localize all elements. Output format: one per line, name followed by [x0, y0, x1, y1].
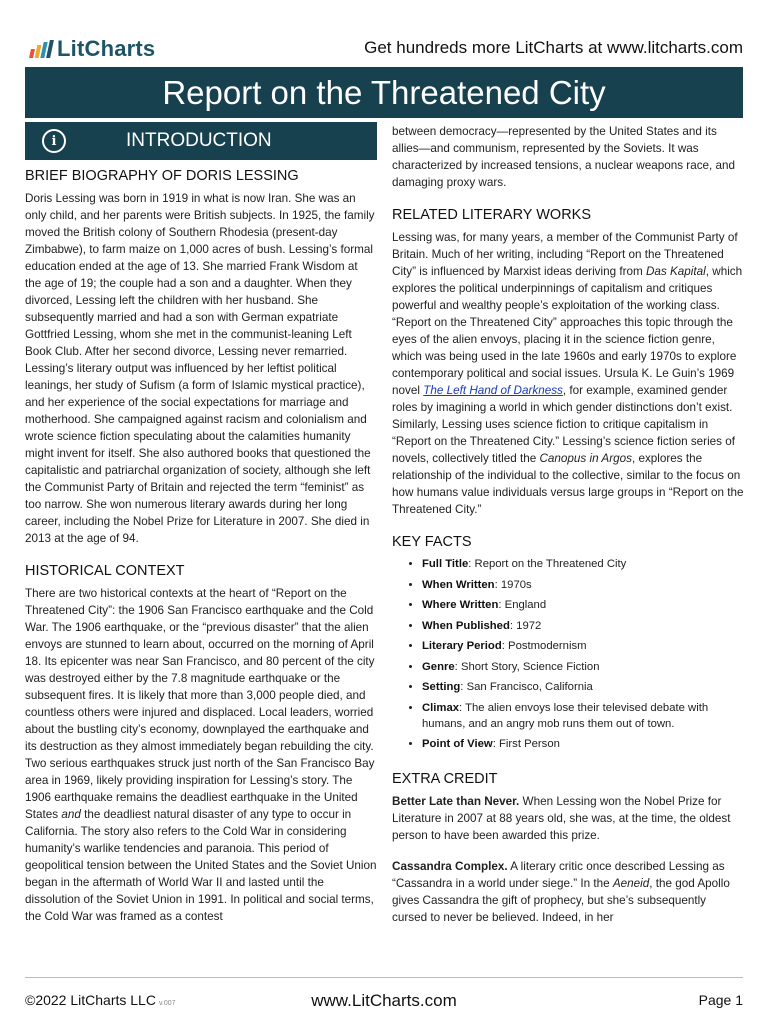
list-item: • Climax: The alien envoys lose their televised debate with humans, and an angry mob runs them out of town. — [422, 700, 744, 732]
biography-heading: BRIEF BIOGRAPHY OF DORIS LESSING — [25, 168, 299, 184]
introduction-banner — [25, 122, 377, 160]
book-canopus-in-argos: Canopus in Argos — [539, 452, 632, 465]
footer-divider — [25, 977, 743, 978]
left-column — [25, 122, 377, 925]
page-title: Report on the Threatened City — [25, 67, 743, 118]
key-facts-heading: KEY FACTS — [392, 534, 472, 550]
list-item: • Where Written: England — [422, 597, 744, 613]
list-item: • Point of View: First Person — [422, 736, 744, 752]
footer-copyright: ©2022 LitCharts LLC v.007 — [25, 992, 176, 1008]
book-das-kapital: Das Kapital — [645, 265, 706, 278]
list-item: • When Published: 1972 — [422, 618, 744, 634]
historical-context-heading: HISTORICAL CONTEXT — [25, 563, 185, 579]
header-tagline: Get hundreds more LitCharts at www.litcharts.com — [364, 38, 743, 57]
logo-text: LitCharts — [57, 36, 156, 61]
info-icon: i — [42, 129, 66, 153]
extra-credit-paragraph-1: Better Late than Never. When Lessing won the Nobel Prize for Literature in 2007 at 88 years old, she was, at the time, the oldest person to have been awarded this prize. — [392, 794, 731, 842]
version-label: v.007 — [158, 1000, 176, 1007]
list-item: • When Written: 1970s — [422, 577, 744, 593]
key-facts-list — [392, 556, 744, 752]
footer-website-link[interactable]: www.LitCharts.com — [311, 991, 457, 1010]
related-works-heading: RELATED LITERARY WORKS — [392, 207, 592, 223]
link-left-hand-of-darkness[interactable]: The Left Hand of Darkness — [423, 384, 563, 397]
list-item: • Setting: San Francisco, California — [422, 679, 744, 695]
historical-context-continued: between democracy—represented by the United States and its allies—and communism, represented by the Soviets. It was characterized by increased tensions, a nuclear weapons race, and damaging proxy wars. — [392, 125, 736, 189]
page-number: Page 1 — [698, 992, 743, 1008]
historical-context-text: There are two historical contexts at the heart of “Report on the Threatened City”: the 1906 San Francisco earthquake and the Cold War. The 1906 earthquake, or the “previous disaster” that the alien envoys are stunned to learn about, occurred on the morning of April 18. Its epicenter was near San Francisco, and 80 percent of the city was destroyed either by the 7.8 magnitude earthquake or the subsequent fires. It is likely that more than 3,000 people died, and countless others were injured and displaced. Local leaders, worried about the bustling city’s economy, downplayed the earthquake and its destruction as they almost immediately began rebuilding the city. Two serious earthquakes struck just north of the San Francisco Bay area in 1969, likely providing inspiration for Lessing’s story. The 1906 earthquake remains the deadliest earthquake in the United States and the deadliest natural disaster of any type to occur in California. The story also refers to the Cold War in considering humanity’s warlike tendencies and paranoia. This period of geopolitical tension between the United States and the Soviet Union began in the aftermath of World War II and lasted until the dissolution of the Soviet Union in 1991. In political and social terms, the Cold War was framed as a contest — [25, 587, 377, 923]
litcharts-logo[interactable] — [30, 36, 155, 62]
list-item: • Full Title: Report on the Threatened City — [422, 556, 744, 572]
introduction-heading: INTRODUCTION — [126, 130, 272, 151]
list-item: • Literary Period: Postmodernism — [422, 638, 744, 654]
biography-text: Doris Lessing was born in 1919 in what is now Iran. She was an only child, and her parents were British subjects. In 1925, the family moved the British colony of Southern Rhodesia (present-day Zimbabwe), to farm maize on 1,000 acres of bush. Lessing’s formal education ended at the age of 13. She married Frank Wisdom at the age of 19; the couple had a son and a daughter. When they divorced, Lessing left the children with her husband. She subsequently married and had a son with German expatriate Gottfried Lessing, whom she met in the communist-leaning Left Book Club. After her second divorce, Lessing never remarried. Lessing’s literary output was influenced by her leftist political leanings, her study of Sufism (a form of Islamic mystical practice), and her experience of the social expectations for marriage and motherhood. She campaigned against racism and colonialism and wrote science fiction speculating about the calamities humanity might invent for itself. She also authored books that questioned the capitalistic and patriarchal organization of society, although she left the Communist Party of Britain and rejected the term “feminist” as too narrow. She won numerous literary awards during her long career, including the Nobel Prize for Literature in 2007. She died in 2013 at the age of 94. — [25, 192, 375, 545]
extra-credit-heading: EXTRA CREDIT — [392, 770, 498, 787]
extra-credit-paragraph-2: Cassandra Complex. A literary critic once described Lessing as “Cassandra in a world under siege.” In the Aeneid, the god Apollo gives Cassandra the gift of prophecy, but she’s subsequently cursed to never be believed. Indeed, in her — [392, 859, 730, 924]
right-column — [392, 123, 744, 926]
page-header — [25, 30, 743, 66]
logo-bars-icon — [30, 40, 52, 58]
related-works-text: Lessing was, for many years, a member of the Communist Party of Britain. Much of her writing, including “Report on the Threatened City” is influenced by Marxist ideas deriving from Das Kapital, which explores the political underpinnings of capitalism and critiques powerful and wealthy people’s exploitation of the working class. “Report on the Threatened City” approaches this topic through the eyes of the alien envoys, placing it in the science fiction genre, which was being used in the late 1960s and early 1970s to explore contemporary political and social issues. Ursula K. Le Guin’s 1969 novel The Left Hand of Darkness, for example, examined gender roles by imagining a world in which gender distinctions don’t exist. Similarly, Lessing uses science fiction to critique capitalism in “Report on the Threatened City.” Lessing’s science fiction series of novels, collectively titled the Canopus in Argos, explores the relationship of the individual to the collective, similar to the focus on how humans value individuals versus large groups in “Report on the Threatened City.” — [392, 231, 744, 516]
list-item: • Genre: Short Story, Science Fiction — [422, 659, 744, 675]
